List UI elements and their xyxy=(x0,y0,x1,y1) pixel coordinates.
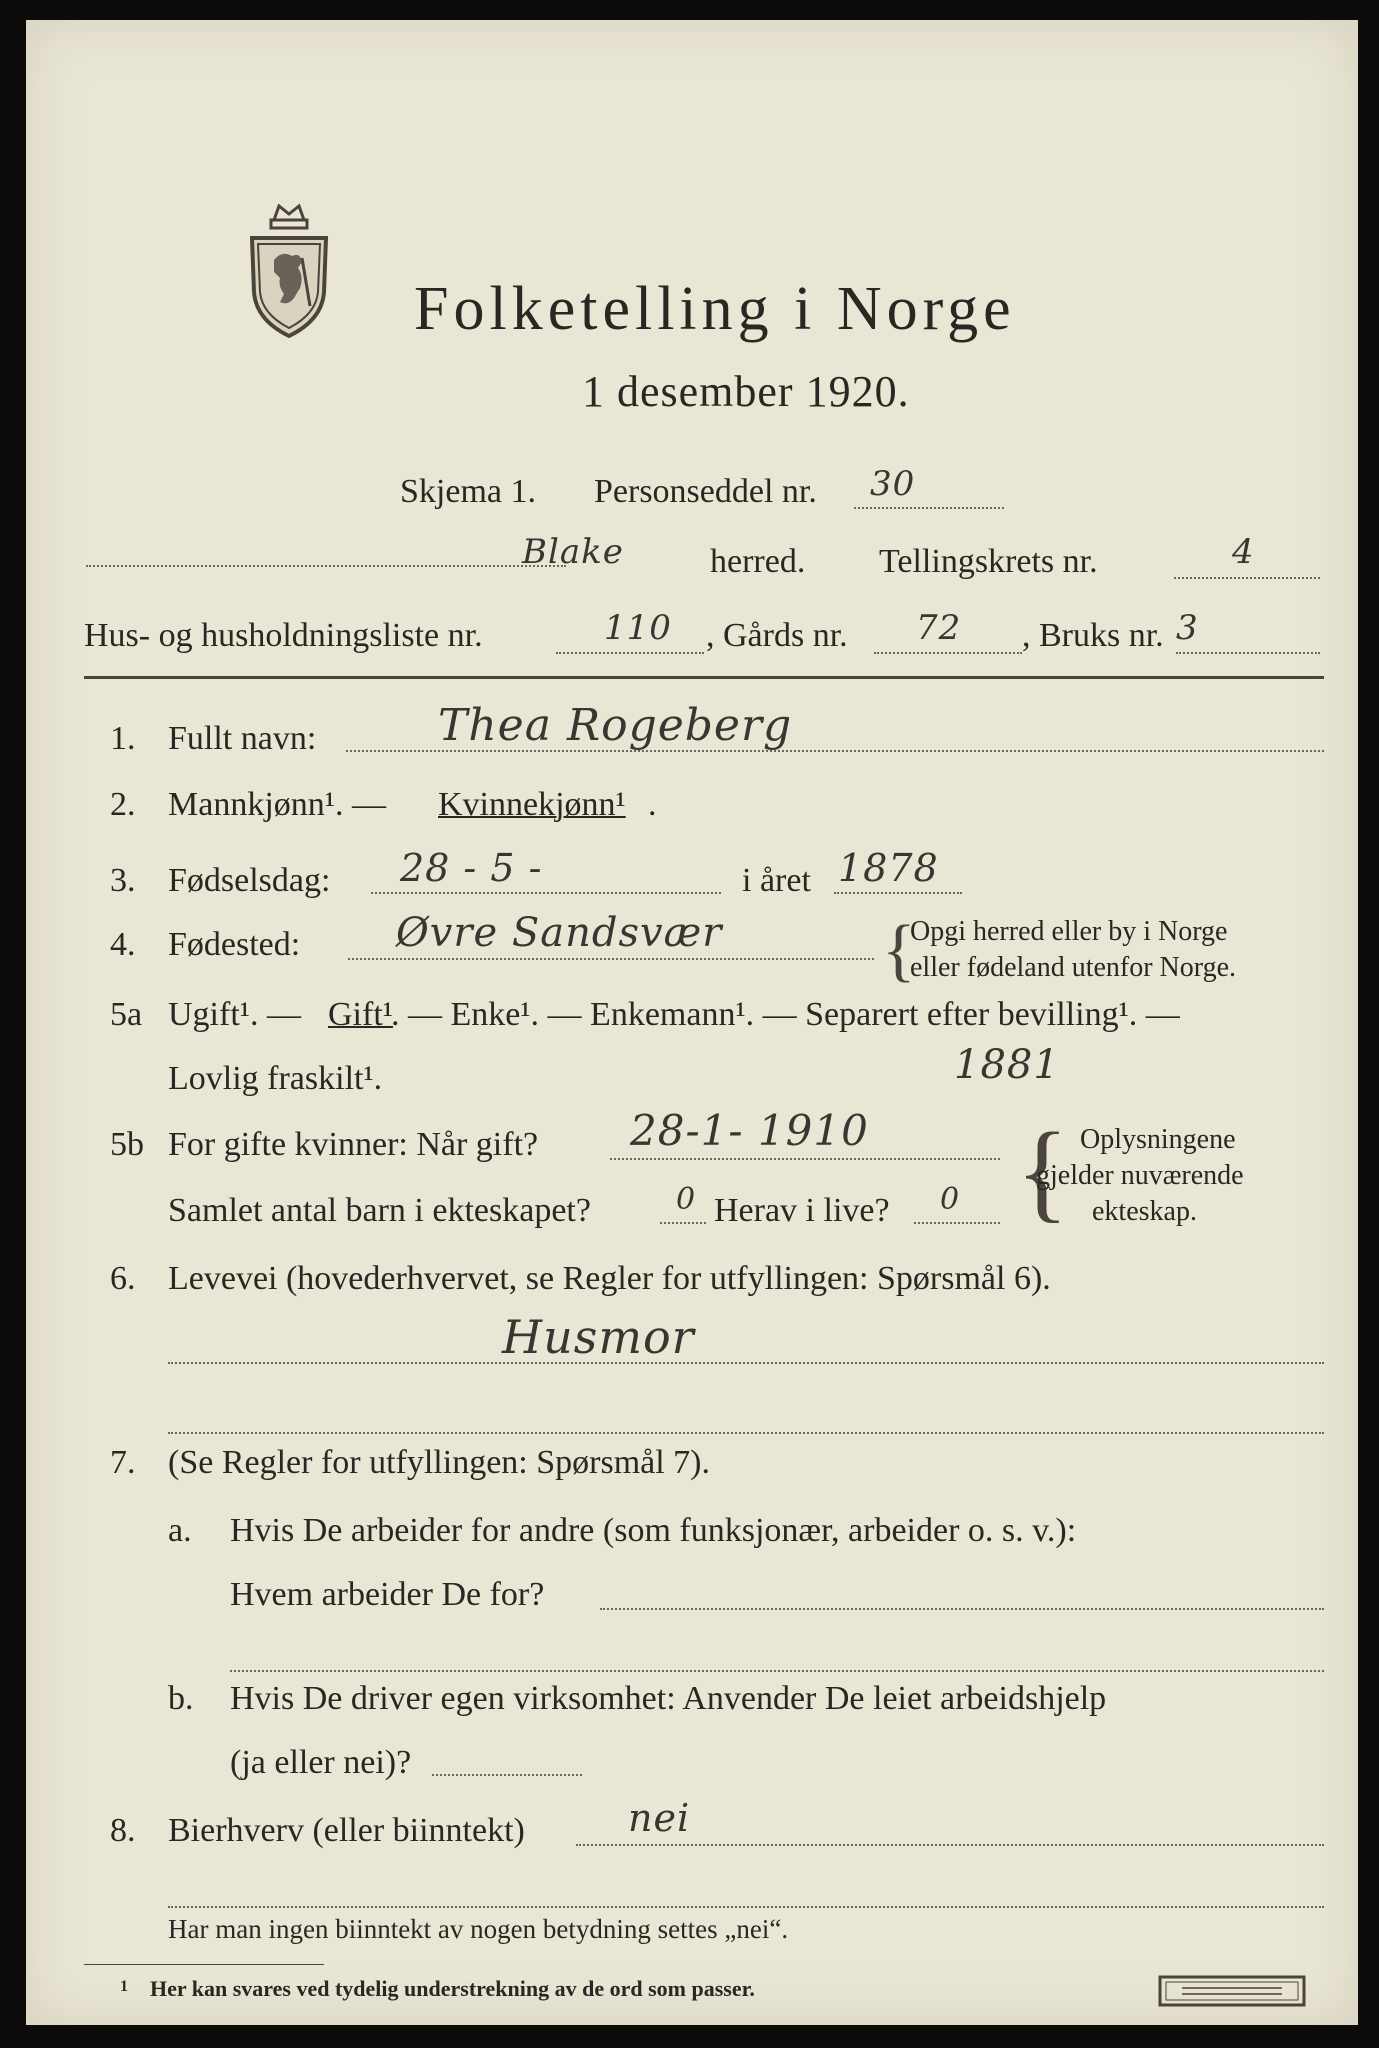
q5b-note-line2: gjelder nuværende xyxy=(1036,1160,1244,1191)
children-label: Samlet antal barn i ekteskapet? xyxy=(168,1192,591,1229)
living-label: Herav i live? xyxy=(714,1192,890,1229)
q7-label: (Se Regler for utfyllingen: Spørsmål 7). xyxy=(168,1444,711,1481)
occupation-value[interactable]: Husmor xyxy=(502,1310,695,1364)
bruks-number[interactable]: 3 xyxy=(1176,608,1199,648)
q6-number: 6. xyxy=(110,1260,136,1297)
children-count-value[interactable]: 0 xyxy=(676,1182,697,1217)
husholdningsliste-number[interactable]: 110 xyxy=(604,608,672,648)
q3-number: 3. xyxy=(110,862,136,899)
tellingskrets-label: Tellingskrets nr. xyxy=(879,543,1098,580)
q2-end: . xyxy=(648,786,657,823)
tellingskrets-number[interactable]: 4 xyxy=(1232,532,1255,572)
q5b-note-line1: Oplysningene xyxy=(1080,1124,1236,1155)
census-form xyxy=(26,20,1358,2025)
full-name-value[interactable]: Thea Rogeberg xyxy=(438,700,793,751)
birth-year-value[interactable]: 1878 xyxy=(838,846,939,890)
printer-stamp-icon xyxy=(1158,1974,1306,2008)
footnote-divider xyxy=(84,1964,324,1965)
q1-label: Fullt navn: xyxy=(168,720,317,757)
q7-number: 7. xyxy=(110,1444,136,1481)
q4-note-line1: Opgi herred eller by i Norge xyxy=(910,916,1228,947)
q4-number: 4. xyxy=(110,926,136,963)
norwegian-coat-of-arms-icon xyxy=(244,202,334,342)
q1-number: 1. xyxy=(110,720,136,757)
q8-number: 8. xyxy=(110,1812,136,1849)
brace-5b: { xyxy=(1016,1110,1069,1232)
bruks-label: , Bruks nr. xyxy=(1022,617,1164,654)
q4-label: Fødested: xyxy=(168,926,301,963)
q5b-label: For gifte kvinner: Når gift? xyxy=(168,1126,539,1163)
footnote-mark: 1 xyxy=(120,1978,128,1995)
gender-male-option[interactable]: Mannkjønn¹. — xyxy=(168,786,386,823)
q7b-letter: b. xyxy=(168,1680,194,1717)
status-fraskilt-option[interactable]: Lovlig fraskilt¹. xyxy=(168,1060,383,1097)
q7b-text: Hvis De driver egen virksomhet: Anvender De leiet arbeidshjelp xyxy=(230,1680,1107,1717)
status-gift-option[interactable]: Gift¹ xyxy=(328,996,393,1033)
q2-number: 2. xyxy=(110,786,136,823)
side-income-value[interactable]: nei xyxy=(628,1796,691,1840)
q3-label: Fødselsdag: xyxy=(168,862,331,899)
q8-note: Har man ingen biinntekt av nogen betydning settes „nei“. xyxy=(168,1914,789,1944)
husholdningsliste-label: Hus- og husholdningsliste nr. xyxy=(84,617,483,654)
year-label: i året xyxy=(742,862,811,899)
q8-label: Bierhverv (eller biinntekt) xyxy=(168,1812,525,1849)
form-title: Folketelling i Norge xyxy=(414,275,1016,343)
gards-number[interactable]: 72 xyxy=(916,608,962,648)
birth-date-value[interactable]: 28 - 5 - xyxy=(400,846,543,890)
q7a-text2: Hvem arbeider De for? xyxy=(230,1576,545,1613)
schema-label: Skjema 1. xyxy=(400,473,536,510)
q5b-note-line3: ekteskap. xyxy=(1092,1196,1197,1227)
q7a-text: Hvis De arbeider for andre (som funksjonær, arbeider o. s. v.): xyxy=(230,1512,1077,1549)
brace-left: { xyxy=(882,912,916,989)
status-other-options[interactable]: . — Enke¹. — Enkemann¹. — Separert efter bevilling¹. — xyxy=(391,996,1180,1033)
footnote-text: Her kan svares ved tydelig understrekning av de ord som passer. xyxy=(150,1976,755,2001)
q7a-letter: a. xyxy=(168,1512,192,1549)
personseddel-number[interactable]: 30 xyxy=(870,464,916,504)
gards-label: , Gårds nr. xyxy=(706,617,848,654)
marriage-date-value[interactable]: 28-1- 1910 xyxy=(630,1106,869,1155)
census-date: 1 desember 1920. xyxy=(582,367,910,416)
q4-note-line2: eller fødeland utenfor Norge. xyxy=(910,952,1237,983)
birthplace-value[interactable]: Øvre Sandsvær xyxy=(396,910,723,956)
q5b-number: 5b xyxy=(110,1126,144,1163)
q5a-number: 5a xyxy=(110,996,143,1033)
living-count-value[interactable]: 0 xyxy=(940,1182,961,1217)
marital-annotation[interactable]: 1881 xyxy=(954,1042,1060,1088)
status-ugift-option[interactable]: Ugift¹. — xyxy=(168,996,301,1033)
gender-female-option[interactable]: Kvinnekjønn¹ xyxy=(438,786,626,823)
herred-name[interactable]: Blake xyxy=(522,532,624,572)
herred-label: herred. xyxy=(710,543,806,580)
q6-label: Levevei (hovederhvervet, se Regler for utfyllingen: Spørsmål 6). xyxy=(168,1260,1051,1297)
q7b-text2: (ja eller nei)? xyxy=(230,1744,412,1781)
header-divider xyxy=(84,676,1324,679)
personseddel-label: Personseddel nr. xyxy=(594,473,817,510)
